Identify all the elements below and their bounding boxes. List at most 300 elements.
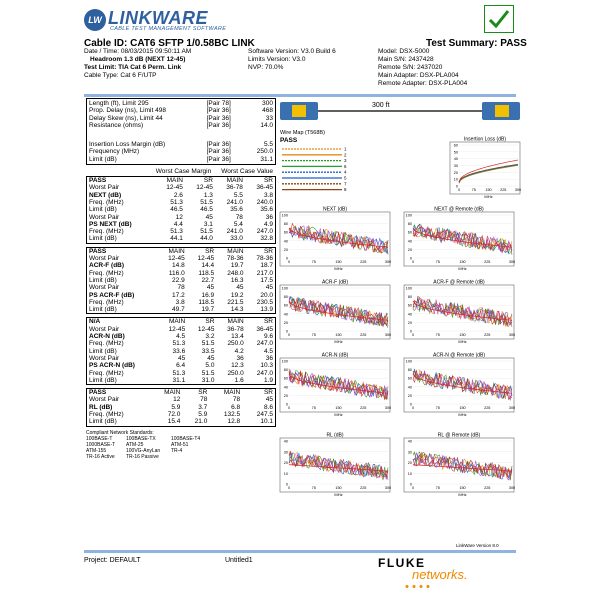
y-tick-label: 80 [283,295,288,300]
row-value: 20.0 [260,291,273,299]
row-value: 5.9 [171,403,181,411]
y-tick-label: 80 [407,368,412,373]
cable-id: Cable ID: CAT6 SFTP 1/0.58BC LINK [84,38,255,49]
standard-item: 1000BASE-T [86,441,116,448]
row-value: 17.5 [260,276,273,284]
block-column-header: MAIN [164,389,181,397]
x-tick-label: 75 [311,333,316,337]
x-tick-label: 300 [384,406,392,410]
row-value: 36-78 [227,325,244,333]
row-value: 12-45 [166,184,183,192]
date-time: Date / Time: 08/03/2015 09:50:11 AM [84,48,192,55]
row-value: 36 [236,354,244,362]
row-value: 16.9 [201,291,215,299]
standard-item: ATM-25 [126,441,144,448]
standard-item: ATM-155 [86,447,107,454]
x-tick-label: 0 [411,260,415,264]
linkware-logo-badge: LW [84,9,106,31]
row-value: 31.1 [172,376,186,384]
x-tick-label: 225 [484,406,491,410]
block-header-row [87,389,275,396]
x-tick-label: 300 [514,188,522,192]
x-axis-label: MHz [458,266,467,271]
block-column-header: MAIN [226,177,243,185]
row-label: PS NEXT (dB) [89,220,132,228]
wiremap-pin-label: 2 [344,152,347,158]
results-column [86,98,276,460]
row-label: ACR-N (dB) [89,333,125,341]
row-value: 33.5 [201,347,215,355]
y-tick-label: 50 [453,150,458,155]
row-value: 3.7 [198,403,208,411]
wiremap-title: Wire Map (T568B) [280,130,325,136]
y-tick-label: 30 [407,450,412,455]
block-row [87,404,275,411]
x-tick-label: 75 [311,486,316,490]
software-version: Software Version: V3.0 Build 6 [248,48,336,55]
margin-headers [86,168,276,175]
x-tick-label: 75 [435,406,440,410]
block-row [87,299,275,306]
x-tick-label: 0 [411,333,415,337]
row-value: 36-78 [226,184,243,192]
row-label: PS ACR-F (dB) [89,291,135,299]
x-tick-label: 300 [384,486,392,490]
row-value: 13.4 [231,333,244,341]
y-tick-label: 100 [405,359,412,364]
row-value: 14.3 [230,306,244,314]
x-axis-label: MHz [334,266,343,271]
x-tick-label: 150 [459,260,466,264]
fluke-dots-icon [404,584,440,589]
row-value: 12 [175,213,183,221]
row-value: 46.5 [200,206,213,214]
row-value: 14.4 [201,262,215,270]
y-tick-label: 60 [283,376,288,381]
y-tick-label: 40 [283,239,288,244]
row-label: Limit (dB) [89,418,117,426]
row-value: 247.0 [256,228,273,236]
row-value: 44.0 [200,235,213,243]
main-sn: Main S/N: 2437428 [378,56,434,63]
y-tick-label: 60 [407,303,412,308]
summary-row: Length (ft), Limit 295 [Pair 78] 300 [89,100,273,107]
row-label: Freq. (MHz) [89,269,124,277]
y-tick-label: 0 [409,402,412,407]
row-value: 45 [206,284,215,292]
measurement-block [86,388,276,426]
summary-block [86,98,276,165]
row-value: 15.4 [167,418,181,426]
wiremap-pin-label: 7 [344,181,347,187]
standards [86,430,276,460]
limits-version: Limits Version: V3.0 [248,56,306,63]
y-tick-label: 60 [453,143,458,148]
row-value: 4.5 [176,333,186,341]
row-value: 35.6 [230,206,243,214]
wiremap-status: PASS [280,137,298,144]
x-tick-label: 0 [411,406,415,410]
block-row [87,284,275,291]
wiremap-pin-label: 5 [344,175,347,181]
block-row [87,418,275,425]
y-tick-label: 60 [407,230,412,235]
row-value: 12-45 [197,325,215,333]
y-tick-label: 20 [407,320,412,325]
summary-row: Insertion Loss Margin (dB) [Pair 36] 5.5 [89,141,273,149]
fluke-logo: FLUKE [378,556,426,570]
summary-row: Limit (dB) [Pair 36] 31.1 [89,155,273,163]
x-tick-label: 300 [508,406,516,410]
row-value: 78 [200,396,208,404]
row-label: Freq. (MHz) [89,228,124,236]
main-adapter: Main Adapter: DSX-PLA004 [378,72,459,79]
block-row [87,192,275,199]
row-label: Freq. (MHz) [89,340,124,348]
y-tick-label: 40 [453,157,458,162]
row-value: 45 [177,354,186,362]
row-value: 12.3 [231,362,244,370]
y-tick-label: 100 [281,213,288,218]
block-status: PASS [89,247,107,255]
x-tick-label: 225 [484,333,491,337]
row-value: 12-45 [196,184,213,192]
block-column-header: MAIN [227,318,244,326]
row-value: 45 [265,396,273,404]
standard-item: ATM-51 [171,441,189,448]
y-tick-label: 0 [455,184,458,189]
row-value: 6.4 [176,362,186,370]
row-value: 78-36 [226,255,244,263]
x-axis-label: MHz [458,412,467,417]
wiremap-pin-label: 8 [344,187,347,193]
block-column-header: SR [263,177,273,185]
block-row [87,396,275,403]
y-tick-label: 20 [283,320,288,325]
graph [280,285,390,339]
x-tick-label: 75 [471,188,476,192]
row-value: 51.5 [201,340,215,348]
header-right [378,48,467,88]
row-value: 35.6 [260,206,273,214]
row-value: 132.5 [223,410,241,418]
nvp: NVP: 70.0% [248,64,284,71]
standard-item: 100BASE-TX [126,435,156,442]
block-row [87,306,275,313]
y-tick-label: 20 [407,461,412,465]
x-tick-label: 150 [459,333,466,337]
row-value: 16.3 [230,276,244,284]
x-tick-label: 150 [459,406,466,410]
y-tick-label: 100 [281,286,288,291]
y-tick-label: 10 [407,471,412,476]
graph-title: ACR-N @ Remote (dB) [432,352,486,359]
test-summary: Test Summary: PASS [426,38,527,49]
graphs-area [276,128,520,538]
row-value: 22.7 [201,276,215,284]
y-tick-label: 0 [285,402,288,407]
y-tick-label: 100 [281,359,288,364]
x-tick-label: 225 [360,486,367,490]
x-tick-label: 150 [485,188,492,192]
block-column-header: SR [263,389,273,397]
row-label: Freq. (MHz) [89,198,124,206]
row-value: 1.6 [234,376,244,384]
x-tick-label: 150 [335,260,342,264]
row-value: 21.0 [194,418,208,426]
row-label: Worst Pair [89,325,120,333]
x-tick-label: 150 [335,406,342,410]
row-label: NEXT (dB) [89,191,122,199]
block-status: PASS [89,389,107,397]
x-tick-label: 0 [287,406,291,410]
x-tick-label: 300 [508,260,516,264]
block-row [87,199,275,206]
block-row [87,228,275,235]
block-row [87,411,275,418]
y-tick-label: 10 [283,471,288,476]
row-value: 247.0 [256,340,273,348]
row-value: 9.6 [263,333,273,341]
y-tick-label: 80 [407,295,412,300]
y-tick-label: 40 [283,439,288,444]
row-value: 12-45 [168,325,186,333]
row-value: 2.6 [173,191,183,199]
summary-row: Prop. Delay (ns), Limit 498 [Pair 36] 468 [89,107,273,115]
row-label: Freq. (MHz) [89,410,124,418]
x-tick-label: 225 [360,260,367,264]
row-value: 51.3 [172,369,186,377]
x-tick-label: 0 [287,486,291,490]
y-tick-label: 100 [405,286,412,291]
row-value: 4.2 [234,347,244,355]
y-tick-label: 20 [283,461,288,465]
x-tick-label: 75 [435,260,440,264]
remote-adapter: Remote Adapter: DSX-PLA004 [378,80,468,87]
row-value: 32.8 [260,235,273,243]
row-value: 51.5 [201,369,215,377]
y-tick-label: 80 [407,222,412,227]
row-label: Limit (dB) [89,206,117,214]
x-axis-label: MHz [458,492,467,497]
y-tick-label: 100 [405,213,412,218]
x-tick-label: 225 [360,406,367,410]
row-value: 6.8 [231,403,241,411]
x-tick-label: 75 [311,260,316,264]
y-tick-label: 30 [283,450,288,455]
wiremap-pin-label: 6 [344,163,347,169]
linkware-logo-subtitle: CABLE TEST MANAGEMENT SOFTWARE [110,26,227,32]
x-tick-label: 225 [360,333,367,337]
y-tick-label: 0 [285,329,288,334]
y-tick-label: 10 [453,177,458,182]
block-row [87,184,275,191]
standards-title: Compliant Network Standards: [86,429,154,436]
cable-type: Cable Type: Cat 6 F/UTP [84,72,157,79]
row-value: 1.9 [263,376,273,384]
y-tick-label: 20 [407,393,412,398]
block-column-header: SR [263,318,273,326]
row-value: 3.1 [203,220,213,228]
row-label: Worst Pair [89,354,120,362]
block-row [87,370,275,377]
x-axis-label: MHz [334,339,343,344]
graph-title: RL (dB) [326,432,344,439]
row-value: 3.2 [205,333,215,341]
block-header-row [87,177,275,184]
test-limit: Test Limit: TIA Cat 6 Perm. Link [84,64,182,71]
row-value: 18.7 [260,262,273,270]
y-tick-label: 20 [283,393,288,398]
graph-title: ACR-F (dB) [321,279,349,286]
row-value: 51.5 [200,198,213,206]
header-left [84,48,191,80]
row-value: 45 [265,284,273,292]
project-name: Project: DEFAULT [84,557,141,564]
row-value: 45 [205,213,213,221]
standard-item: 100BASE-T4 [171,435,201,442]
x-tick-label: 225 [500,188,507,192]
block-header-row [87,248,275,255]
x-tick-label: 75 [311,406,316,410]
x-tick-label: 0 [287,260,291,264]
row-label: Limit (dB) [89,235,117,243]
x-tick-label: 225 [484,260,491,264]
row-value: 36-45 [256,325,273,333]
block-row [87,377,275,384]
y-tick-label: 80 [283,222,288,227]
x-tick-label: 150 [459,486,466,490]
row-value: 14.8 [172,262,185,270]
block-row [87,340,275,347]
block-column-header: MAIN [168,318,186,326]
worst-margin-header: Worst Case Margin [155,168,212,176]
block-row [87,292,275,299]
row-value: 51.3 [172,340,186,348]
graph-title: NEXT @ Remote (dB) [434,206,484,213]
row-value: 33.6 [172,347,186,355]
row-label: Limit (dB) [89,306,117,314]
y-tick-label: 40 [407,439,412,444]
graph-title: ACR-F @ Remote (dB) [433,279,485,286]
y-tick-label: 20 [283,247,288,252]
block-row [87,255,275,262]
block-row [87,326,275,333]
block-status: PASS [89,177,107,185]
linkware-version: LinkWare Version 8.0 [456,543,499,548]
row-value: 248.0 [227,269,244,277]
row-value: 12.8 [227,418,241,426]
graph-title: NEXT (dB) [322,206,348,213]
row-label: PS ACR-N (dB) [89,362,135,370]
x-tick-label: 225 [484,486,491,490]
row-value: 17.2 [172,291,185,299]
row-value: 13.9 [260,306,273,314]
y-tick-label: 40 [283,312,288,317]
block-row [87,355,275,362]
row-value: 12-45 [168,255,185,263]
block-row [87,362,275,369]
x-tick-label: 0 [287,333,291,337]
row-value: 5.0 [205,362,215,370]
block-row [87,206,275,213]
x-tick-label: 75 [435,486,440,490]
model: Model: DSX-5000 [378,48,430,55]
y-tick-label: 0 [285,256,288,261]
row-value: 51.3 [170,228,183,236]
y-tick-label: 60 [283,303,288,308]
row-value: 12 [173,396,181,404]
block-column-header: MAIN [223,389,241,397]
row-value: 221.5 [227,298,244,306]
y-tick-label: 60 [407,376,412,381]
row-value: 19.7 [201,306,215,314]
y-tick-label: 0 [285,482,288,487]
summary-row: Frequency (MHz) [Pair 36] 250.0 [89,148,273,156]
row-label: RL (dB) [89,403,113,411]
row-label: Worst Pair [89,255,120,263]
row-value: 51.5 [200,228,213,236]
row-value: 5.4 [233,220,243,228]
y-tick-label: 0 [409,482,412,487]
row-value: 116.0 [168,269,185,277]
row-value: 45 [207,354,215,362]
x-tick-label: 0 [411,486,415,490]
header-divider [84,94,516,97]
block-row [87,235,275,242]
row-label: Worst Pair [89,284,120,292]
block-row [87,277,275,284]
block-column-header: SR [205,318,215,326]
graph [280,438,390,492]
row-value: 4.5 [263,347,273,355]
graph [404,212,514,266]
y-tick-label: 0 [409,329,412,334]
row-label: Worst Pair [89,184,120,192]
x-axis-label: MHz [458,339,467,344]
standard-item: TR-16 Active [86,453,115,460]
row-value: 78 [235,213,243,221]
block-column-header: SR [263,247,273,255]
y-tick-label: 20 [407,247,412,252]
row-label: ACR-F (dB) [89,262,125,270]
measurement-block [86,176,276,244]
block-column-header: SR [198,389,208,397]
row-value: 5.5 [233,191,243,199]
length-label: 300 ft [372,102,390,109]
block-column-header: SR [203,177,213,185]
row-value: 240.0 [256,198,273,206]
row-value: 45 [236,284,244,292]
row-label: Limit (dB) [89,376,117,384]
x-tick-label: 300 [384,333,392,337]
row-value: 250.0 [227,369,244,377]
y-tick-label: 40 [407,239,412,244]
x-tick-label: 300 [384,260,392,264]
y-tick-label: 30 [453,164,458,168]
measurement-block [86,317,276,385]
x-tick-label: 300 [508,333,516,337]
row-value: 36 [265,213,273,221]
block-header-row [87,318,275,325]
row-value: 78 [232,396,241,404]
graph [450,142,520,194]
wiremap-pin-label: 4 [344,169,347,175]
measurement-blocks [86,176,276,427]
row-value: 230.5 [256,298,273,306]
row-value: 241.0 [226,228,243,236]
row-value: 19.7 [230,262,244,270]
